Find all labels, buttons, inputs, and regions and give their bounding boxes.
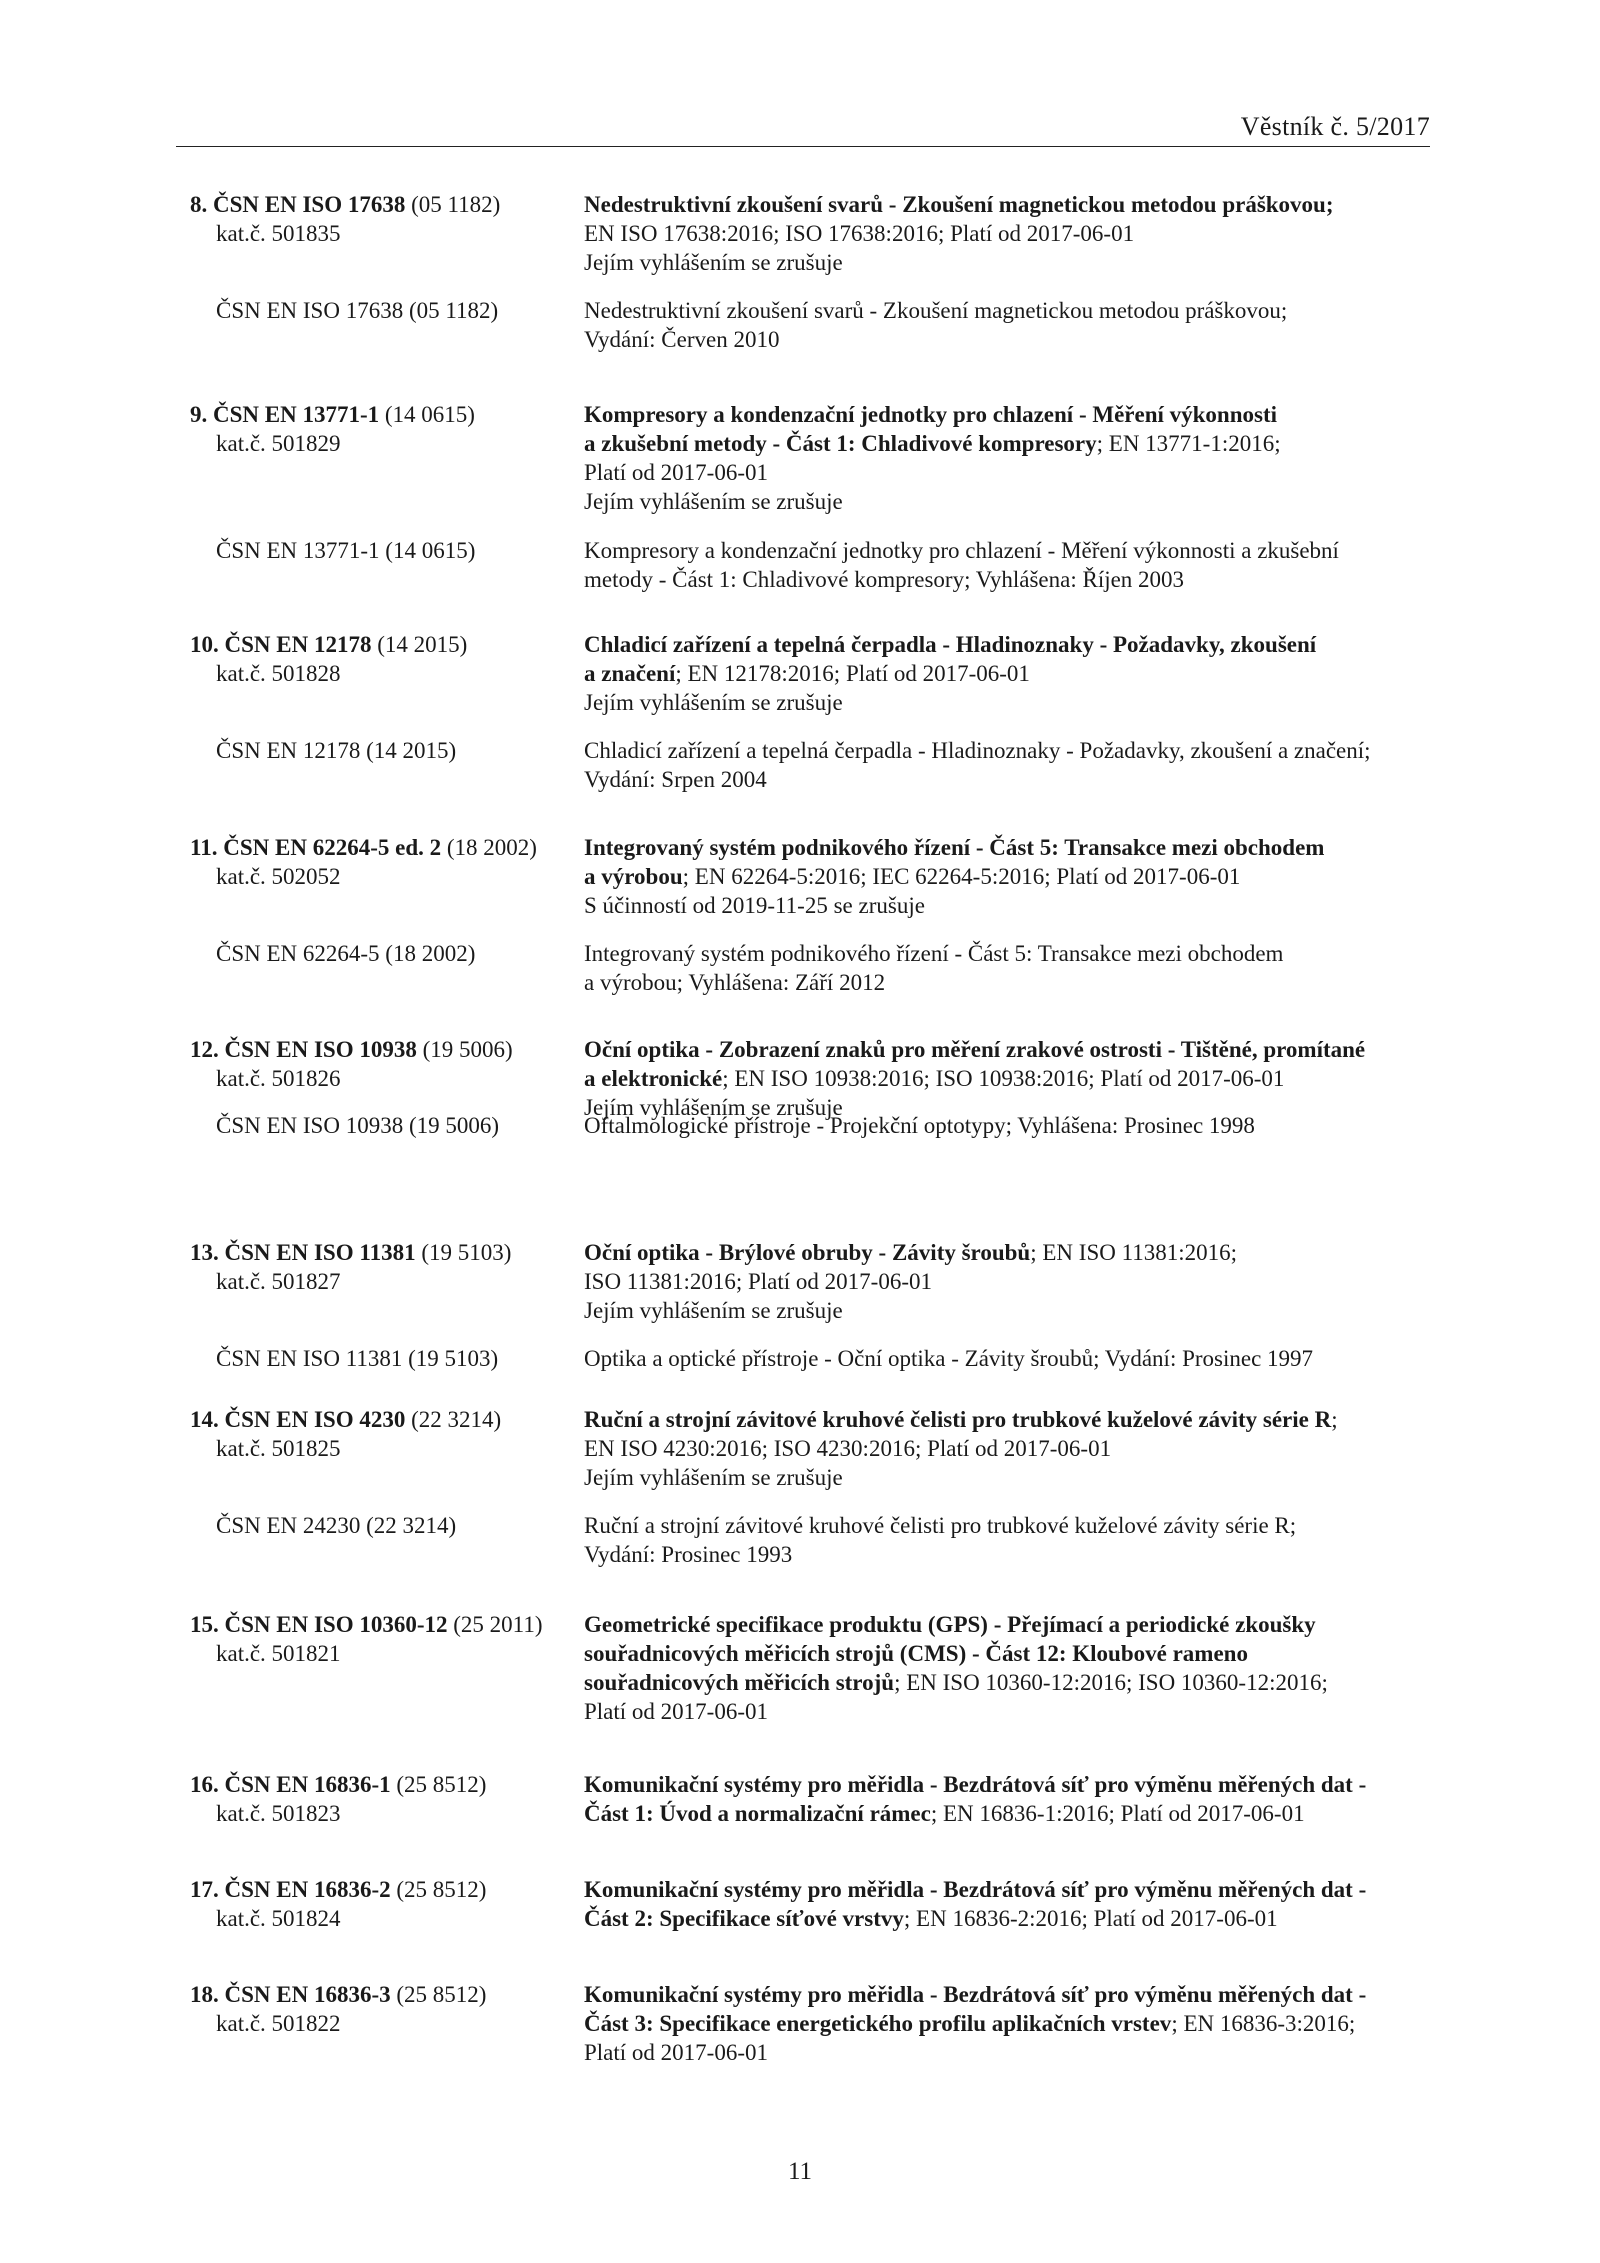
standard-code: ČSN EN 62264-5 ed. 2	[223, 835, 447, 860]
entry-identifiers	[190, 190, 570, 248]
catalog-number: kat.č. 501826	[216, 1066, 341, 1091]
standard-details: ; EN 12178:2016; Platí od 2017-06-01	[675, 661, 1030, 686]
standard-title: Část 2: Specifikace síťové vrstvy	[584, 1906, 904, 1931]
standard-title: Chladicí zařízení a tepelná čerpadla - Hladinoznaky - Požadavky, zkoušení	[584, 632, 1317, 657]
standard-details: EN ISO 17638:2016; ISO 17638:2016; Platí od 2017-06-01	[584, 221, 1135, 246]
entry-number: 14.	[190, 1407, 225, 1432]
standard-title: Kompresory a kondenzační jednotky pro chlazení - Měření výkonnosti	[584, 402, 1277, 427]
standard-code: ČSN EN ISO 10360-12	[224, 1612, 454, 1637]
standard-details: Jejím vyhlášením se zrušuje	[584, 1298, 843, 1323]
entry-description	[584, 1875, 1432, 1933]
replaced-title: Oftalmologické přístroje - Projekční optotypy; Vyhlášena: Prosinec 1998	[584, 1113, 1255, 1138]
standard-class: (18 2002)	[446, 835, 537, 860]
replaced-code: ČSN EN 62264-5 (18 2002)	[216, 941, 476, 966]
standard-details: ; EN 62264-5:2016; IEC 62264-5:2016; Platí od 2017-06-01	[682, 864, 1241, 889]
replaced-title: Vydání: Prosinec 1993	[584, 1542, 793, 1567]
catalog-number: kat.č. 501829	[216, 431, 341, 456]
standard-code: ČSN EN 16836-3	[224, 1982, 397, 2007]
catalog-number: kat.č. 501835	[216, 221, 341, 246]
replaced-code: ČSN EN ISO 17638 (05 1182)	[216, 298, 499, 323]
entry-description	[584, 1980, 1432, 2067]
standard-details: ; EN 16836-3:2016;	[1171, 2011, 1356, 2036]
entry-description	[584, 1238, 1432, 1325]
standard-class: (25 2011)	[453, 1612, 543, 1637]
entry-identifiers	[190, 1770, 570, 1828]
standard-title: Oční optika - Brýlové obruby - Závity šroubů	[584, 1240, 1031, 1265]
entry-number: 8.	[190, 192, 213, 217]
standard-details: ; EN 13771-1:2016;	[1096, 431, 1281, 456]
entry-number: 17.	[190, 1877, 225, 1902]
entry-description	[584, 833, 1432, 920]
entry-description	[584, 1770, 1432, 1828]
standard-title: Komunikační systémy pro měřidla - Bezdrátová síť pro výměnu měřených dat -	[584, 1877, 1367, 1902]
standard-details: ; EN ISO 10360-12:2016; ISO 10360-12:2016;	[894, 1670, 1328, 1695]
standard-code: ČSN EN 16836-1	[224, 1772, 397, 1797]
standard-title: a výrobou	[584, 864, 683, 889]
standard-class: (25 8512)	[396, 1877, 487, 1902]
catalog-number: kat.č. 501828	[216, 661, 341, 686]
replaced-code: ČSN EN 24230 (22 3214)	[216, 1513, 457, 1538]
catalog-number: kat.č. 501822	[216, 2011, 341, 2036]
entry-number: 16.	[190, 1772, 225, 1797]
replaced-title: metody - Část 1: Chladivové kompresory; Vyhlášena: Říjen 2003	[584, 567, 1185, 592]
replaced-title: Ruční a strojní závitové kruhové čelisti pro trubkové kuželové závity série R;	[584, 1513, 1297, 1538]
standard-title: a značení	[584, 661, 676, 686]
standard-code: ČSN EN 12178	[224, 632, 378, 657]
entry-identifiers	[190, 1875, 570, 1933]
header-title: Věstník č. 5/2017	[1240, 112, 1430, 141]
standard-details: Jejím vyhlášením se zrušuje	[584, 489, 843, 514]
standard-title: souřadnicových měřicích strojů (CMS) - Část 12: Kloubové rameno	[584, 1641, 1248, 1666]
standard-title: Část 3: Specifikace energetického profilu aplikačních vrstev	[584, 2011, 1172, 2036]
standard-class: (25 8512)	[396, 1982, 487, 2007]
standard-code: ČSN EN 16836-2	[224, 1877, 397, 1902]
standard-details: Jejím vyhlášením se zrušuje	[584, 1465, 843, 1490]
entry-description	[584, 1405, 1432, 1492]
page-number: 11	[787, 2158, 813, 2185]
standard-class: (19 5006)	[422, 1037, 513, 1062]
standard-details: ; EN 16836-2:2016; Platí od 2017-06-01	[903, 1906, 1278, 1931]
standard-title: Integrovaný systém podnikového řízení - Část 5: Transakce mezi obchodem	[584, 835, 1325, 860]
standard-code: ČSN EN ISO 11381	[224, 1240, 422, 1265]
standard-details: Platí od 2017-06-01	[584, 460, 768, 485]
replaced-title: a výrobou; Vyhlášena: Září 2012	[584, 970, 886, 995]
standard-class: (14 0615)	[384, 402, 475, 427]
standard-title: Nedestruktivní zkoušení svarů - Zkoušení magnetickou metodou práškovou;	[584, 192, 1334, 217]
replaced-title: Optika a optické přístroje - Oční optika - Závity šroubů; Vydání: Prosinec 1997	[584, 1346, 1314, 1371]
entry-identifiers	[190, 1238, 570, 1296]
standard-details: ; EN 16836-1:2016; Platí od 2017-06-01	[930, 1801, 1305, 1826]
replaced-title: Vydání: Srpen 2004	[584, 767, 767, 792]
standard-details: Jejím vyhlášením se zrušuje	[584, 690, 843, 715]
entry-identifiers	[190, 1980, 570, 2038]
catalog-number: kat.č. 501823	[216, 1801, 341, 1826]
standard-class: (05 1182)	[411, 192, 501, 217]
standard-title: a zkušební metody - Část 1: Chladivové kompresory	[584, 431, 1097, 456]
entry-description	[584, 1610, 1432, 1726]
catalog-number: kat.č. 501824	[216, 1906, 341, 1931]
standard-details: Platí od 2017-06-01	[584, 1699, 768, 1724]
catalog-number: kat.č. 501825	[216, 1436, 341, 1461]
entry-description	[584, 1035, 1432, 1122]
entry-identifiers	[190, 1405, 570, 1463]
replaced-title: Integrovaný systém podnikového řízení - Část 5: Transakce mezi obchodem	[584, 941, 1284, 966]
catalog-number: kat.č. 501827	[216, 1269, 341, 1294]
entry-description	[584, 190, 1432, 277]
entry-number: 10.	[190, 632, 225, 657]
standard-details: Platí od 2017-06-01	[584, 2040, 768, 2065]
entry-identifiers	[190, 630, 570, 688]
standard-code: ČSN EN ISO 10938	[224, 1037, 423, 1062]
entry-number: 9.	[190, 402, 213, 427]
standard-code: ČSN EN ISO 17638	[213, 192, 412, 217]
standard-details: ; EN ISO 10938:2016; ISO 10938:2016; Platí od 2017-06-01	[722, 1066, 1285, 1091]
entry-number: 15.	[190, 1612, 225, 1637]
standard-class: (22 3214)	[411, 1407, 502, 1432]
standard-code: ČSN EN ISO 4230	[224, 1407, 412, 1432]
entry-description	[584, 400, 1432, 516]
standard-details: ISO 11381:2016; Platí od 2017-06-01	[584, 1269, 932, 1294]
standard-title: Oční optika - Zobrazení znaků pro měření zrakové ostrosti - Tištěné, promítané	[584, 1037, 1366, 1062]
replaced-code: ČSN EN ISO 10938 (19 5006)	[216, 1113, 500, 1138]
entry-number: 12.	[190, 1037, 225, 1062]
standard-details: Jejím vyhlášením se zrušuje	[584, 250, 843, 275]
standard-title: Komunikační systémy pro měřidla - Bezdrátová síť pro výměnu měřených dat -	[584, 1982, 1367, 2007]
entry-identifiers	[190, 833, 570, 891]
entry-identifiers	[190, 1035, 570, 1093]
standard-class: (14 2015)	[377, 632, 468, 657]
standard-title: Komunikační systémy pro měřidla - Bezdrátová síť pro výměnu měřených dat -	[584, 1772, 1367, 1797]
standard-details: ; EN ISO 11381:2016;	[1030, 1240, 1238, 1265]
standard-details: ;	[1331, 1407, 1338, 1432]
entry-number: 11.	[190, 835, 224, 860]
standard-title: souřadnicových měřicích strojů	[584, 1670, 895, 1695]
replaced-code: ČSN EN ISO 11381 (19 5103)	[216, 1346, 499, 1371]
standard-title: Ruční a strojní závitové kruhové čelisti pro trubkové kuželové závity série R	[584, 1407, 1332, 1432]
header-rule	[176, 146, 1430, 147]
standard-details: EN ISO 4230:2016; ISO 4230:2016; Platí od 2017-06-01	[584, 1436, 1112, 1461]
catalog-number: kat.č. 501821	[216, 1641, 341, 1666]
standard-title: Část 1: Úvod a normalizační rámec	[584, 1801, 931, 1826]
replaced-title: Chladicí zařízení a tepelná čerpadla - Hladinoznaky - Požadavky, zkoušení a značení;	[584, 738, 1371, 763]
replaced-title: Nedestruktivní zkoušení svarů - Zkoušení magnetickou metodou práškovou;	[584, 298, 1288, 323]
standard-code: ČSN EN 13771-1	[213, 402, 385, 427]
replaced-title: Kompresory a kondenzační jednotky pro chlazení - Měření výkonnosti a zkušební	[584, 538, 1339, 563]
standard-class: (19 5103)	[421, 1240, 512, 1265]
entry-number: 13.	[190, 1240, 225, 1265]
entry-identifiers	[190, 1610, 570, 1668]
standard-title: Geometrické specifikace produktu (GPS) - Přejímací a periodické zkoušky	[584, 1612, 1316, 1637]
entry-description	[584, 630, 1432, 717]
standard-details: S účinností od 2019-11-25 se zrušuje	[584, 893, 925, 918]
standard-details: Jejím vyhlášením se zrušuje	[584, 1095, 843, 1120]
entry-number: 18.	[190, 1982, 225, 2007]
standard-title: a elektronické	[584, 1066, 723, 1091]
catalog-number: kat.č. 502052	[216, 864, 341, 889]
replaced-code: ČSN EN 13771-1 (14 0615)	[216, 538, 476, 563]
replaced-title: Vydání: Červen 2010	[584, 327, 780, 352]
standard-class: (25 8512)	[396, 1772, 487, 1797]
replaced-code: ČSN EN 12178 (14 2015)	[216, 738, 457, 763]
entry-identifiers	[190, 400, 570, 458]
